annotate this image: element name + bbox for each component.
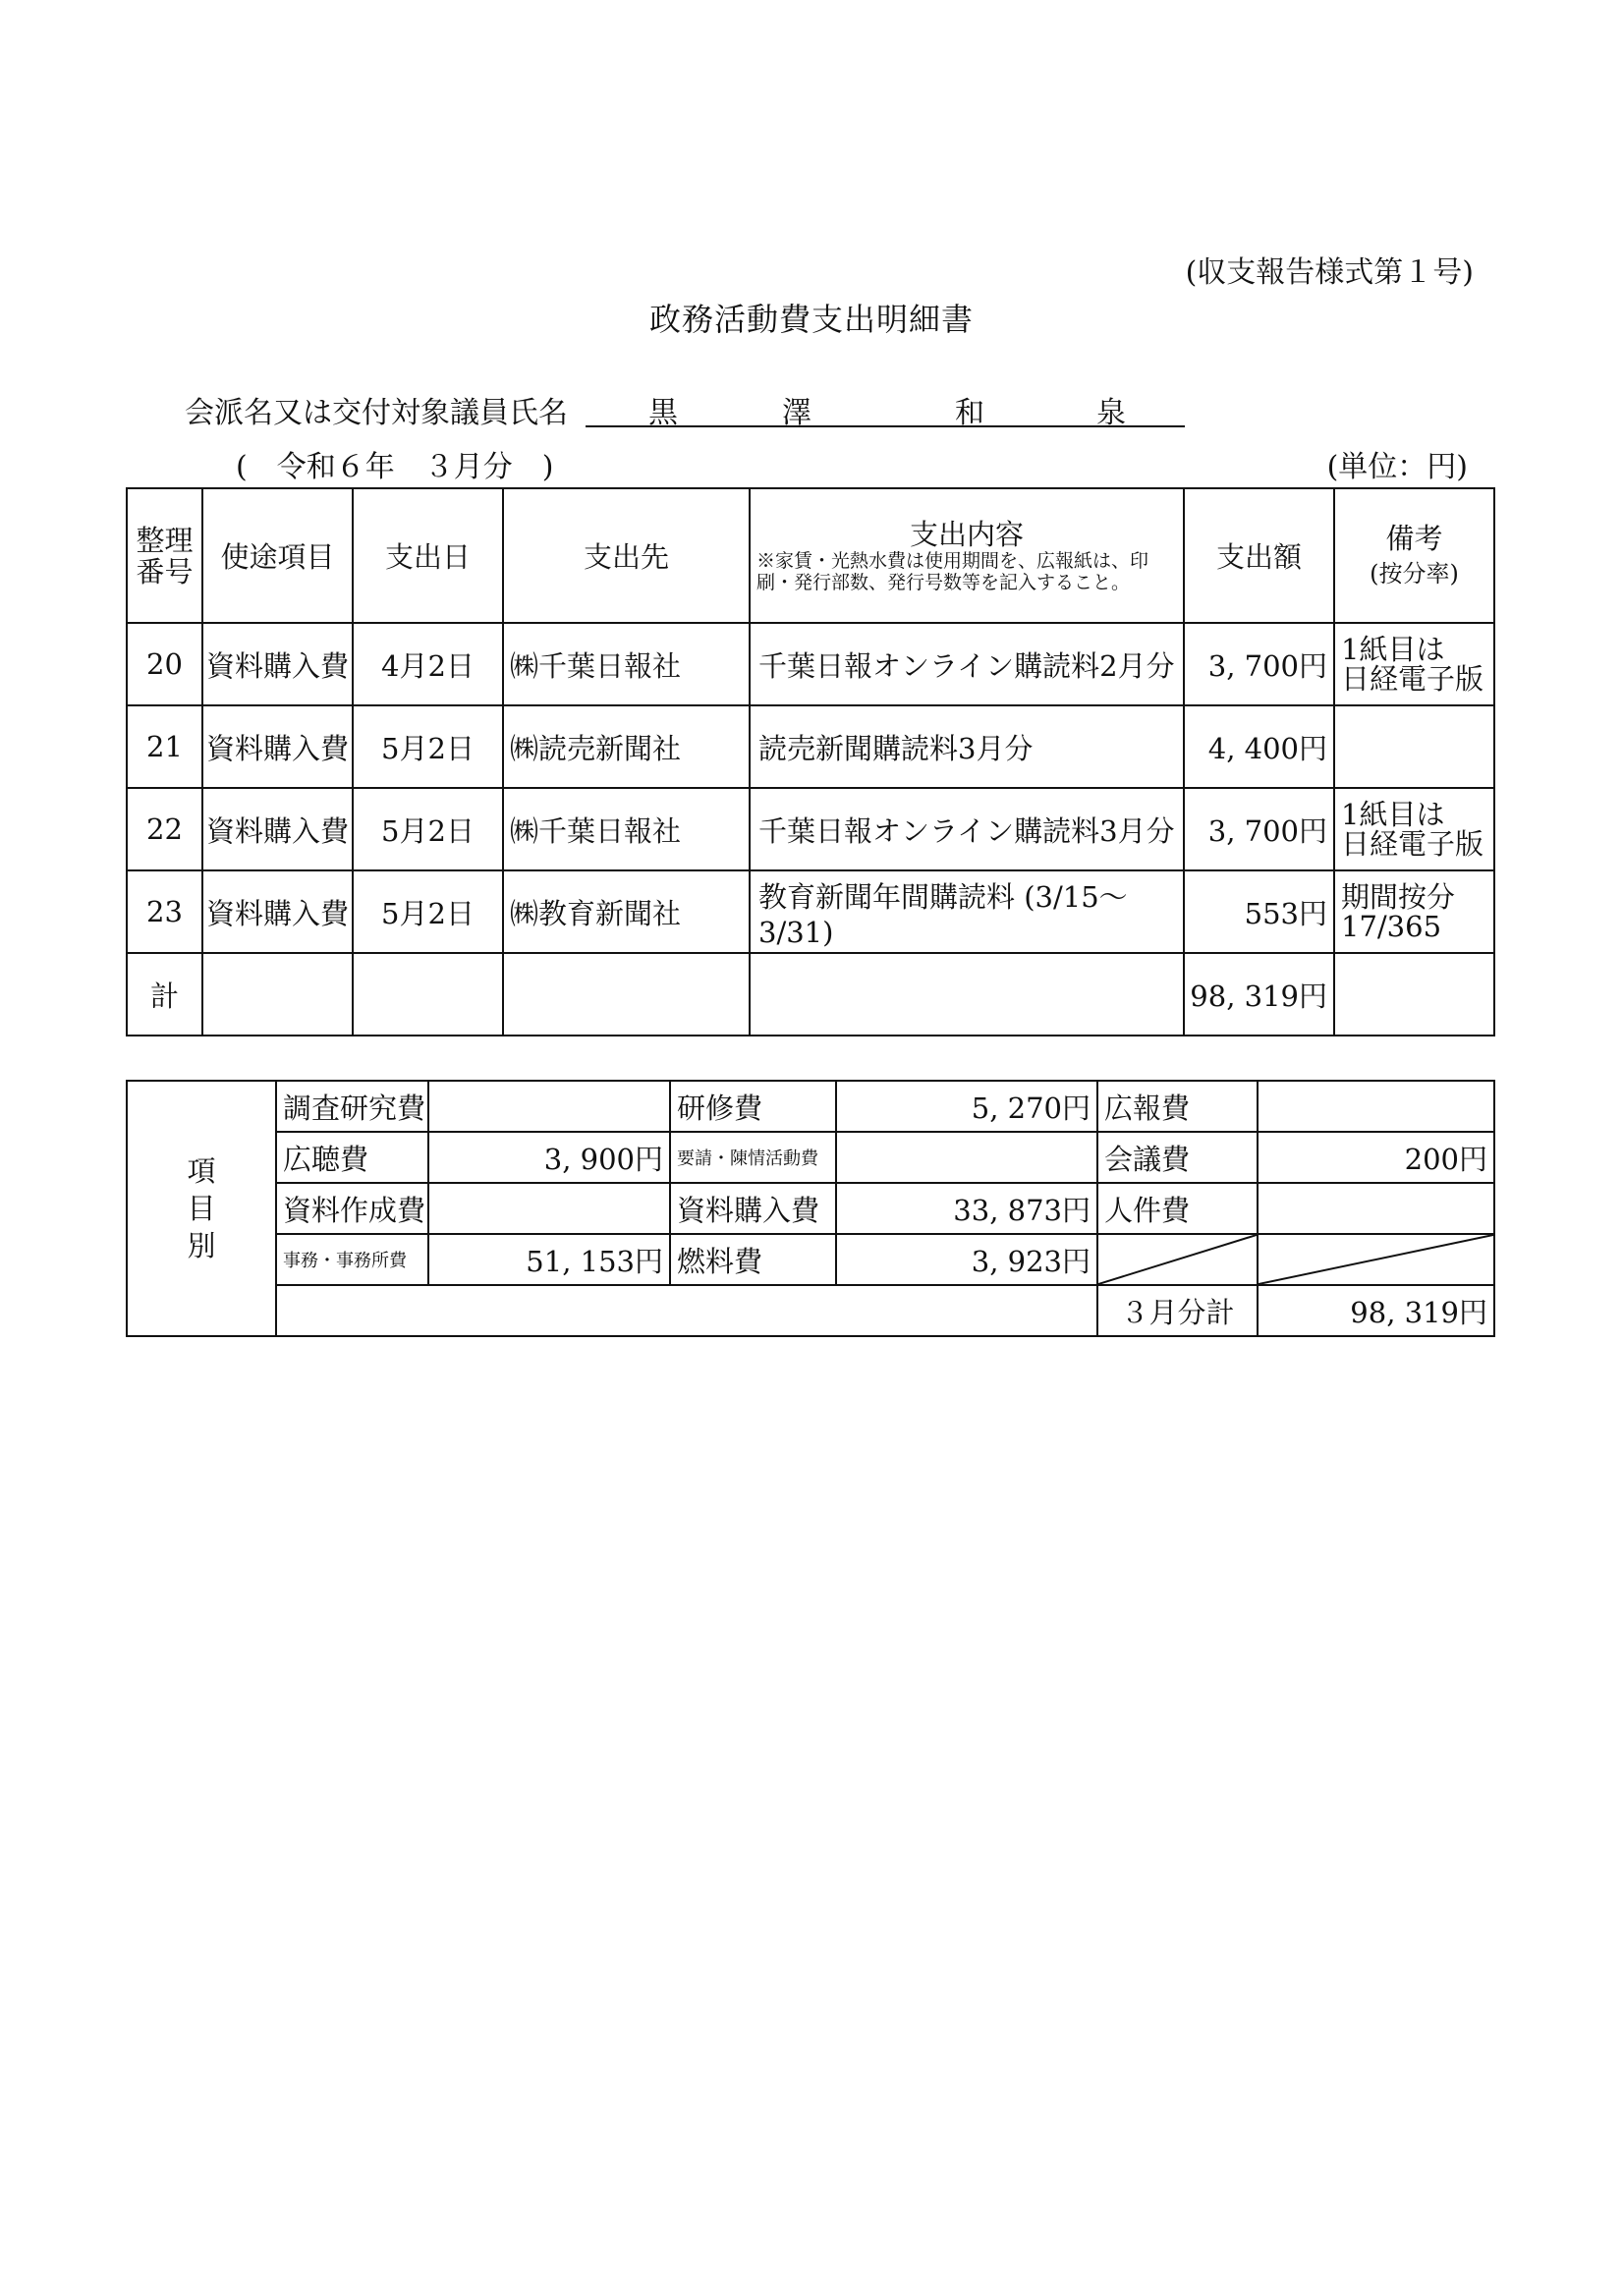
category-value: 200円: [1258, 1132, 1494, 1183]
category-label: 要請・陳情活動費: [670, 1132, 836, 1183]
row-payee: ㈱教育新聞社: [503, 870, 750, 953]
total-amount: 98, 319円: [1184, 953, 1334, 1036]
month-total-label: ３月分計: [1097, 1285, 1258, 1336]
row-payee: ㈱千葉日報社: [503, 623, 750, 705]
header-no: 整理 番号: [127, 488, 202, 623]
total-row: [127, 953, 1494, 1036]
category-value: 51, 153円: [428, 1234, 670, 1285]
category-label: 資料作成費: [276, 1183, 428, 1234]
category-value: [1258, 1081, 1494, 1132]
row-item: 資料購入費: [202, 705, 353, 788]
category-value: 5, 270円: [836, 1081, 1097, 1132]
empty-cell: [353, 953, 503, 1036]
name-char: 泉: [1096, 396, 1126, 430]
row-no: 22: [127, 788, 202, 870]
header-remarks-title: 備考: [1385, 522, 1443, 555]
empty-cell: [1334, 953, 1494, 1036]
category-label: 広聴費: [276, 1132, 428, 1183]
month-total-value: 98, 319円: [1258, 1285, 1494, 1336]
header-content: [750, 488, 1184, 623]
table-row: [127, 788, 1494, 870]
row-payee: ㈱読売新聞社: [503, 705, 750, 788]
table-row: [127, 870, 1494, 953]
category-value: 3, 923円: [836, 1234, 1097, 1285]
name-char: 和: [955, 396, 984, 430]
category-value: 33, 873円: [836, 1183, 1097, 1234]
name-char: 黒: [648, 396, 678, 430]
row-content: 千葉日報オンライン購読料3月分: [750, 788, 1184, 870]
category-label: 広報費: [1097, 1081, 1258, 1132]
category-value: 3, 900円: [428, 1132, 670, 1183]
header-date: 支出日: [353, 488, 503, 623]
row-amount: 4, 400円: [1184, 705, 1334, 788]
row-amount: 3, 700円: [1184, 788, 1334, 870]
form-number: (収支報告様式第１号): [1185, 255, 1474, 290]
row-date: 5月2日: [353, 870, 503, 953]
empty-cell: [503, 953, 750, 1036]
category-row: [127, 1081, 1494, 1132]
category-value: [836, 1132, 1097, 1183]
period-label: ( 令和６年 ３月分 ): [236, 450, 554, 484]
row-content: 千葉日報オンライン購読料2月分: [750, 623, 1184, 705]
table-header-row: [127, 488, 1494, 623]
category-label: 燃料費: [670, 1234, 836, 1285]
row-amount: 553円: [1184, 870, 1334, 953]
category-label: 資料購入費: [670, 1183, 836, 1234]
row-no: 23: [127, 870, 202, 953]
expense-detail-table: [126, 487, 1495, 1036]
row-date: 5月2日: [353, 705, 503, 788]
row-remarks: 1紙目は 日経電子版: [1334, 623, 1494, 705]
category-value: [1258, 1183, 1494, 1234]
category-row: [127, 1234, 1494, 1285]
header-remarks-sub: (按分率): [1370, 560, 1459, 588]
row-amount: 3, 700円: [1184, 623, 1334, 705]
row-remarks: [1334, 705, 1494, 788]
header-payee: 支出先: [503, 488, 750, 623]
header-remarks: [1334, 488, 1494, 623]
row-date: 5月2日: [353, 788, 503, 870]
table-row: [127, 623, 1494, 705]
empty-cell: [202, 953, 353, 1036]
category-row: [127, 1132, 1494, 1183]
total-label: 計: [127, 953, 202, 1036]
header-content-note: ※家賃・光熱水費は使用期間を、広報紙は、印刷・発行部数、発行号数等を記入すること。: [756, 549, 1149, 593]
row-date: 4月2日: [353, 623, 503, 705]
row-item: 資料購入費: [202, 870, 353, 953]
month-total-row: [127, 1285, 1494, 1336]
row-remarks: 期間按分 17/365: [1334, 870, 1494, 953]
category-label: 会議費: [1097, 1132, 1258, 1183]
name-char: 澤: [782, 396, 812, 430]
category-label: 人件費: [1097, 1183, 1258, 1234]
header-content-title: 支出内容: [909, 517, 1024, 551]
header-amount: 支出額: [1184, 488, 1334, 623]
row-content: 読売新聞購読料3月分: [750, 705, 1184, 788]
category-label: 調査研究費: [276, 1081, 428, 1132]
row-content: 教育新聞年間購読料 (3/15～3/31): [750, 870, 1184, 953]
category-label: 研修費: [670, 1081, 836, 1132]
row-item: 資料購入費: [202, 623, 353, 705]
row-remarks: 1紙目は 日経電子版: [1334, 788, 1494, 870]
category-row: [127, 1183, 1494, 1234]
empty-cell: [276, 1285, 1097, 1336]
crossed-out-cell: [1097, 1234, 1258, 1285]
row-no: 20: [127, 623, 202, 705]
member-name: [586, 388, 1185, 430]
unit-label: (単位：円): [1326, 450, 1468, 484]
row-item: 資料購入費: [202, 788, 353, 870]
crossed-out-cell: [1258, 1234, 1494, 1285]
category-side-label: 項 目 別: [127, 1081, 276, 1336]
category-value: [428, 1081, 670, 1132]
category-summary-table: [126, 1080, 1495, 1337]
row-payee: ㈱千葉日報社: [503, 788, 750, 870]
category-label: 事務・事務所費: [276, 1234, 428, 1285]
document-title: 政務活動費支出明細書: [648, 301, 974, 338]
row-no: 21: [127, 705, 202, 788]
category-value: [428, 1183, 670, 1234]
name-label: 会派名又は交付対象議員氏名: [185, 396, 568, 430]
empty-cell: [750, 953, 1184, 1036]
header-item: 使途項目: [202, 488, 353, 623]
table-row: [127, 705, 1494, 788]
